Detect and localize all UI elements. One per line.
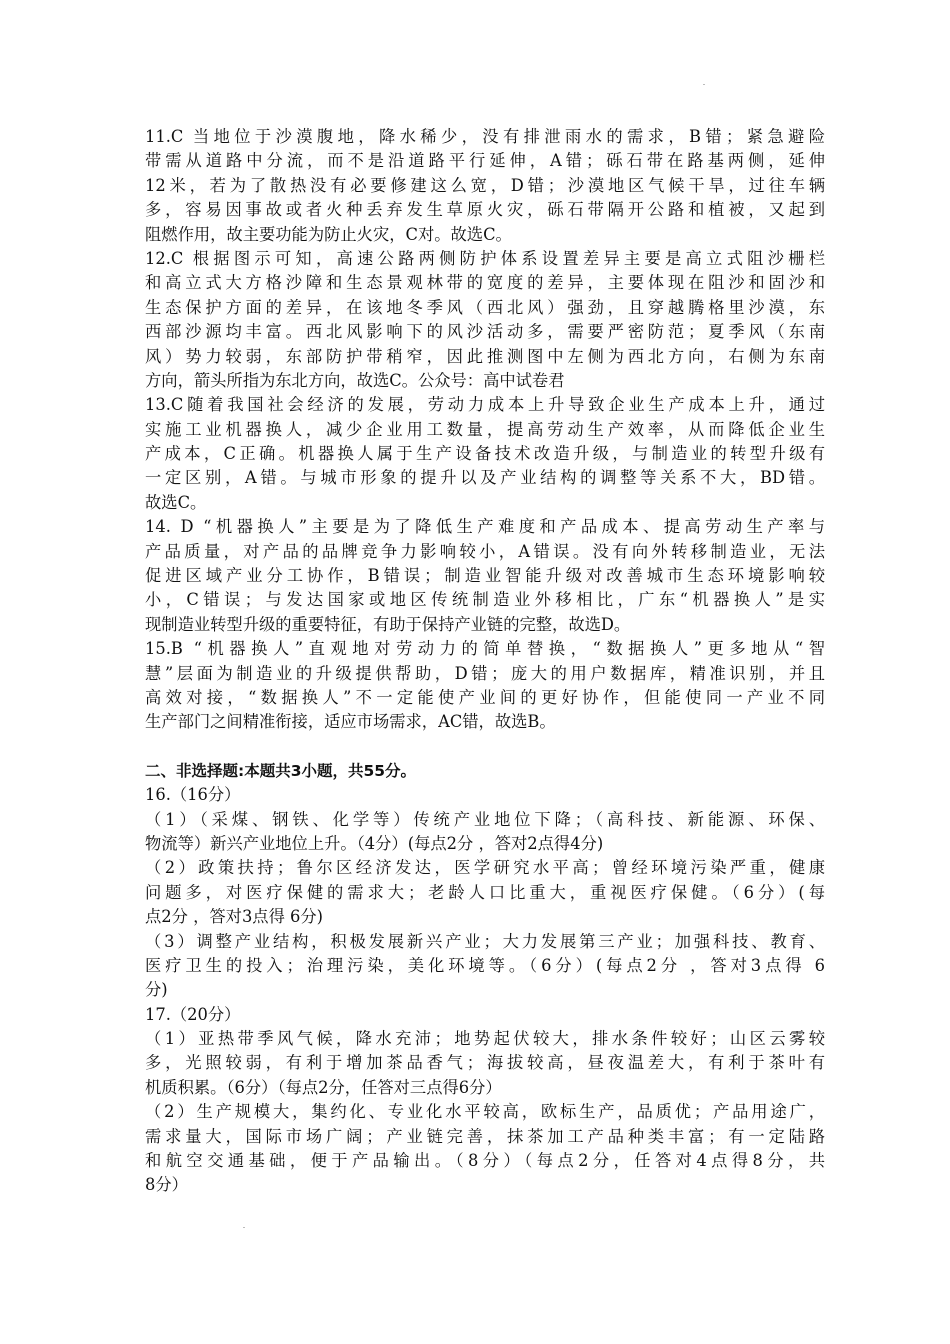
text-line: 方向，箭头所指为东北方向，故选C。公众号：高中试卷君 — [145, 370, 565, 390]
text-line: 医疗卫生的投入；治理污染，美化环境等。（6分）(每点2分 ，答对3点得 6 — [145, 955, 825, 975]
text-line: 12.C 根据图示可知，高速公路两侧防护体系设置差异主要是高立式阻沙栅栏 — [145, 248, 825, 268]
text-line: 一定区别，A错。与城市形象的提升以及产业结构的调整等关系不大，BD错。 — [145, 468, 825, 488]
text-line: 物流等）新兴产业地位上升。（4分）(每点2分 ，答对2点得4分) — [145, 833, 604, 853]
text-line: 西部沙源均丰富。西北风影响下的风沙活动多，需要严密防范；夏季风（东南 — [145, 322, 825, 342]
answer-q12 — [145, 247, 825, 393]
text-line: 15.B “机器换人”直观地对劳动力的简单替换，“数据换人”更多地从“智 — [145, 639, 825, 659]
text-line: 高效对接，“数据换人”不一定能使产业间的更好协作，但能使同一产业不同 — [145, 687, 825, 707]
text-line: 问题多，对医疗保健的需求大；老龄人口比重大，重视医疗保健。（6分）(每 — [145, 882, 825, 902]
section-heading: 二、非选择题:本题共3小题，共55分。 — [145, 761, 417, 780]
text-line: 14. D “机器换人”主要是为了降低生产难度和产品成本、提高劳动生产率与 — [145, 517, 825, 537]
text-line: （1）（采煤、钢铁、化学等）传统产业地位下降；（高科技、新能源、环保、 — [145, 809, 825, 829]
text-line: 促进区域产业分工协作，B错误；制造业智能升级对改善城市生态环境影响较 — [145, 566, 825, 586]
text-line: 多，容易因事故或者火种丢弃发生草原火灾，砾石带隔开公路和植被，又起到 — [145, 200, 825, 220]
answer-content — [145, 125, 825, 1198]
text-line: （2）生产规模大，集约化、专业化水平较高，欧标生产，品质优；产品用途广， — [145, 1102, 825, 1122]
text-line: 11.C 当地位于沙漠腹地，降水稀少，没有排泄雨水的需求，B错；紧急避险 — [145, 127, 825, 146]
text-line: 点2分 ，答对3点得 6分) — [145, 907, 324, 927]
answer-q16 — [145, 783, 825, 1003]
text-line: 分) — [145, 980, 168, 1000]
answer-q15 — [145, 637, 825, 735]
text-line: 13.C随着我国社会经济的发展，劳动力成本上升导致企业生产成本上升，通过 — [145, 395, 825, 415]
question-header: 17.（20分） — [145, 1004, 241, 1024]
text-line: 产品质量，对产品的品牌竞争力影响较小，A错误。没有向外转移制造业，无法 — [145, 541, 825, 561]
text-line: （2）政策扶持；鲁尔区经济发达，医学研究水平高；曾经环境污染严重，健康 — [145, 858, 825, 878]
text-line: 生产部门之间精准衔接，适应市场需求，AC错，故选B。 — [145, 712, 556, 732]
scan-speck — [243, 1227, 245, 1228]
text-line: 需求量大，国际市场广阔；产业链完善，抹茶加工产品种类丰富；有一定陆路 — [145, 1126, 825, 1146]
question-header: 16.（16分） — [145, 785, 241, 805]
text-line: 产成本，C正确。机器换人属于生产设备技术改造升级，与制造业的转型升级有 — [145, 444, 825, 464]
text-line: 现制造业转型升级的重要特征，有助于保持产业链的完整，故选D。 — [145, 614, 631, 634]
text-line: 风）势力较弱，东部防护带稍窄，因此推测图中左侧为西北方向，右侧为东南 — [145, 346, 825, 366]
answer-q11 — [145, 125, 825, 247]
text-line: 小，C错误；与发达国家或地区传统制造业外移相比，广东“机器换人”是实 — [145, 590, 825, 610]
text-line: 阻燃作用，故主要功能为防止火灾，C对。故选C。 — [145, 224, 512, 244]
text-line: 带需从道路中分流，而不是沿道路平行延伸，A错；砾石带在路基两侧，延伸 — [145, 151, 825, 171]
answer-q14 — [145, 515, 825, 637]
text-line: 实施工业机器换人，减少企业用工数量，提高劳动生产效率，从而降低企业生 — [145, 419, 825, 439]
answer-q13 — [145, 393, 825, 515]
answer-q17 — [145, 1003, 825, 1198]
text-line: 8分） — [145, 1175, 188, 1195]
text-line: 慧”层面为制造业的升级提供帮助，D错；庞大的用户数据库，精准识别，并且 — [145, 663, 825, 683]
text-line: 和高立式大方格沙障和生态景观林带的宽度的差异，主要体现在阻沙和固沙和 — [145, 273, 825, 293]
text-line: 和航空交通基础，便于产品输出。（8分）（每点2分，任答对4点得8分，共 — [145, 1151, 825, 1171]
text-line: （1）亚热带季风气候，降水充沛；地势起伏较大，排水条件较好；山区云雾较 — [145, 1029, 825, 1049]
text-line: （3）调整产业结构，积极发展新兴产业；大力发展第三产业；加强科技、教育、 — [145, 931, 825, 951]
text-line: 生态保护方面的差异，在该地冬季风（西北风）强劲，且穿越腾格里沙漠，东 — [145, 297, 825, 317]
scan-speck — [703, 84, 705, 85]
text-line: 机质积累。（6分）（每点2分，任答对三点得6分） — [145, 1077, 502, 1097]
section-spacer — [145, 735, 825, 759]
text-line: 12米，若为了散热没有必要修建这么宽，D错；沙漠地区气候干旱，过往车辆 — [145, 175, 825, 195]
text-line: 多，光照较弱，有利于增加茶品香气；海拔较高，昼夜温差大，有利于茶叶有 — [145, 1053, 825, 1073]
text-line: 故选C。 — [145, 492, 207, 512]
